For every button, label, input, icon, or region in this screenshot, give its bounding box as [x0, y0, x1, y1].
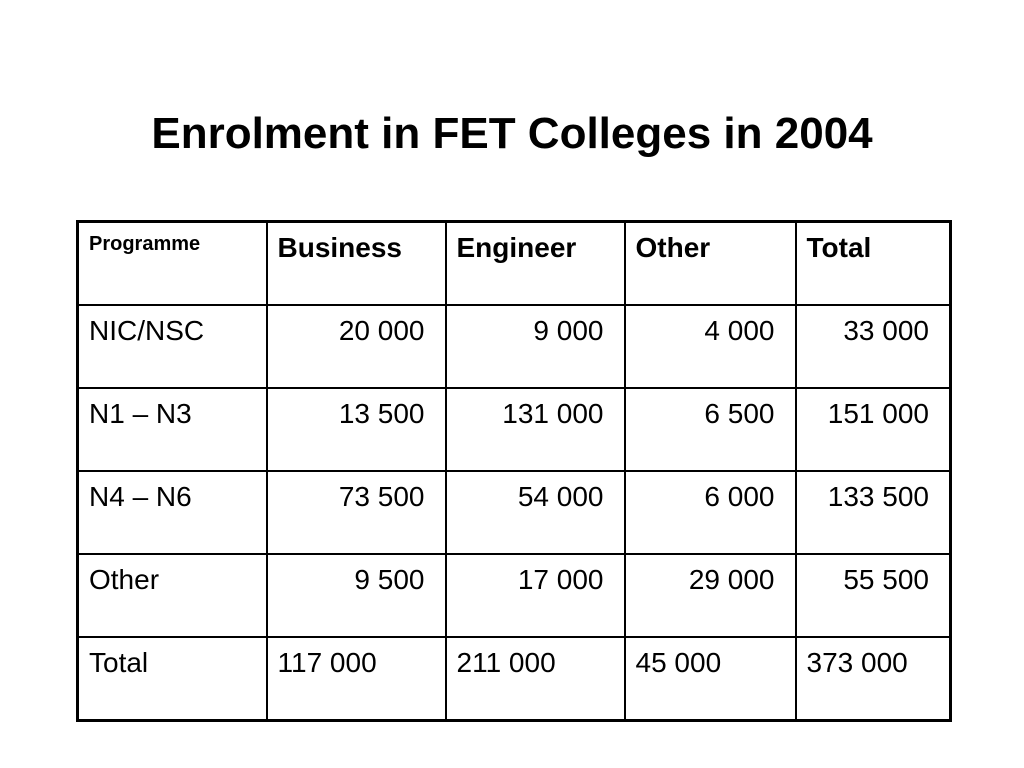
cell-total: 151 000 [796, 388, 951, 471]
cell-business: 13 500 [267, 388, 446, 471]
slide-title: Enrolment in FET Colleges in 2004 [151, 109, 873, 158]
cell-engineer: 211 000 [446, 637, 625, 721]
table-row [78, 388, 951, 471]
row-label: NIC/NSC [78, 305, 267, 388]
cell-business: 117 000 [267, 637, 446, 721]
cell-other: 45 000 [625, 637, 796, 721]
cell-other: 6 000 [625, 471, 796, 554]
cell-total: 33 000 [796, 305, 951, 388]
row-label: Total [78, 637, 267, 721]
table-row [78, 305, 951, 388]
table-total-row [78, 637, 951, 721]
header-programme: Programme [78, 222, 267, 306]
cell-other: 29 000 [625, 554, 796, 637]
header-total: Total [796, 222, 951, 306]
header-other: Other [625, 222, 796, 306]
enrolment-table [76, 220, 952, 722]
header-engineer: Engineer [446, 222, 625, 306]
table-header-row [78, 222, 951, 306]
row-label: N1 – N3 [78, 388, 267, 471]
cell-business: 73 500 [267, 471, 446, 554]
cell-engineer: 54 000 [446, 471, 625, 554]
cell-engineer: 131 000 [446, 388, 625, 471]
cell-total: 55 500 [796, 554, 951, 637]
cell-business: 9 500 [267, 554, 446, 637]
header-business: Business [267, 222, 446, 306]
cell-total: 133 500 [796, 471, 951, 554]
cell-engineer: 9 000 [446, 305, 625, 388]
cell-engineer: 17 000 [446, 554, 625, 637]
table-row [78, 471, 951, 554]
row-label: Other [78, 554, 267, 637]
cell-business: 20 000 [267, 305, 446, 388]
cell-total: 373 000 [796, 637, 951, 721]
cell-other: 6 500 [625, 388, 796, 471]
table-row [78, 554, 951, 637]
cell-other: 4 000 [625, 305, 796, 388]
row-label: N4 – N6 [78, 471, 267, 554]
